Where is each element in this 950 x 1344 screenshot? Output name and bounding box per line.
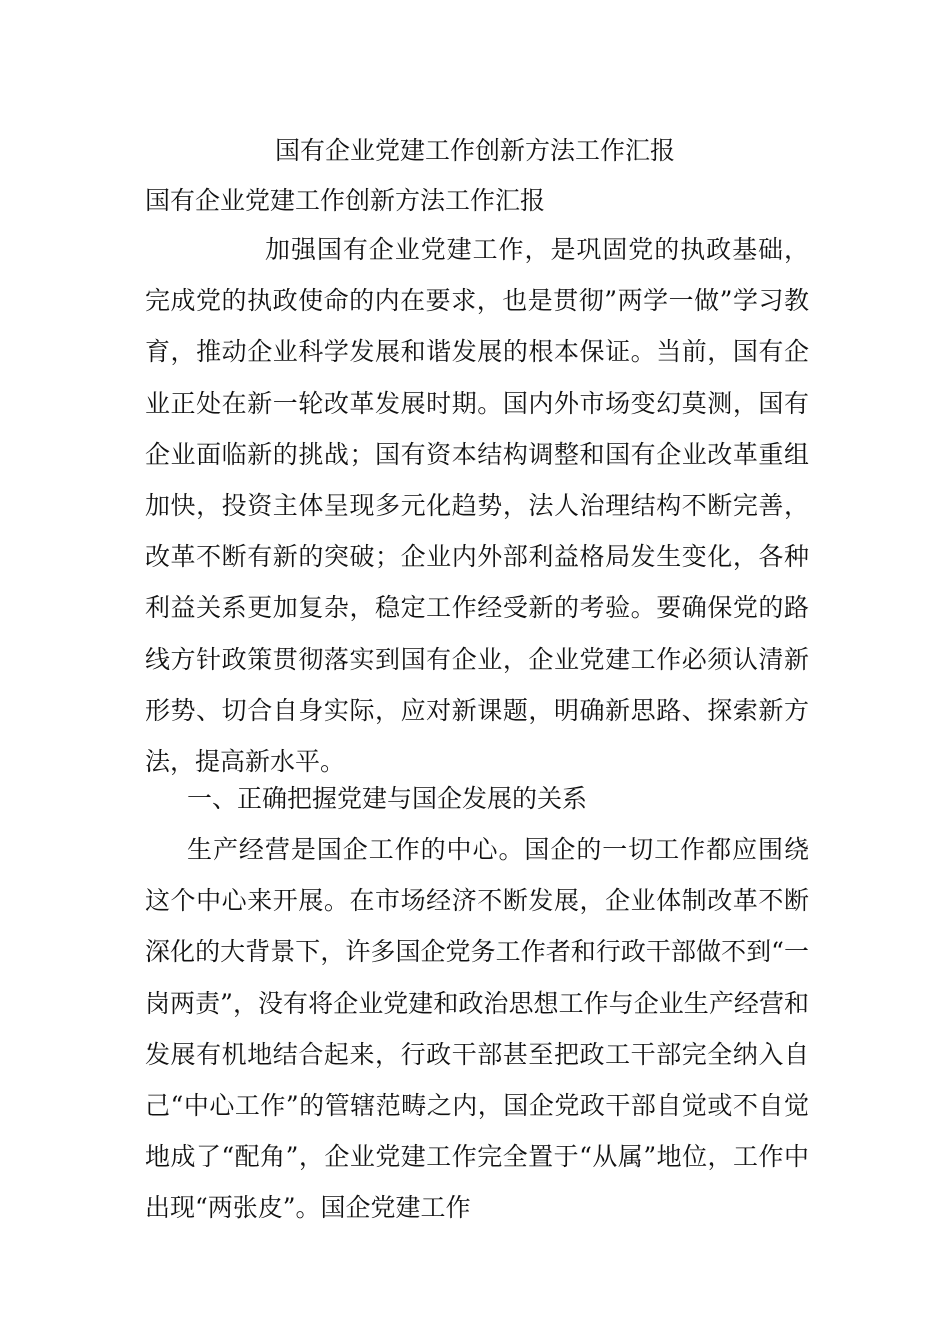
document-title: 国有企业党建工作创新方法工作汇报 — [274, 136, 675, 165]
document-subtitle: 国有企业党建工作创新方法工作汇报 — [145, 186, 546, 215]
body-paragraph-section-1: 生产经营是国企工作的中心。国企的一切工作都应围绕这个中心来开展。在市场经济不断发展，企业体制改革不断深化的大背景下，许多国企党务工作者和行政干部做不到“一岗两责”，没有将企业党建和政治思想工作与企业生产经营和发展有机地结合起来，行政干部甚至把政工干部完全纳入自己“中心工作”的管辖范畴之内，国企党政干部自觉或不自觉地成了“配角”，企业党建工作完全置于“从属”地位，工作中出现“两张皮”。国企党建工作 — [145, 835, 809, 1223]
body-paragraph-intro: 加强国有企业党建工作，是巩固党的执政基础，完成党的执政使命的内在要求，也是贯彻”两学一做”学习教育，推动企业科学发展和谐发展的根本保证。当前，国有企业正处在新一轮改革发展时期。国内外市场变幻莫测，国有企业面临新的挑战；国有资本结构调整和国有企业改革重组加快，投资主体呈现多元化趋势，法人治理结构不断完善，改革不断有新的突破；企业内外部利益格局发生变化，各种利益关系更加复杂，稳定工作经受新的考验。要确保党的路线方针政策贯彻落实到国有企业，企业党建工作必须认清新形势、切合自身实际，应对新课题，明确新思路、探索新方法，提高新水平。 — [145, 235, 809, 777]
section-heading: 一、正确把握党建与国企发展的关系 — [187, 784, 588, 813]
